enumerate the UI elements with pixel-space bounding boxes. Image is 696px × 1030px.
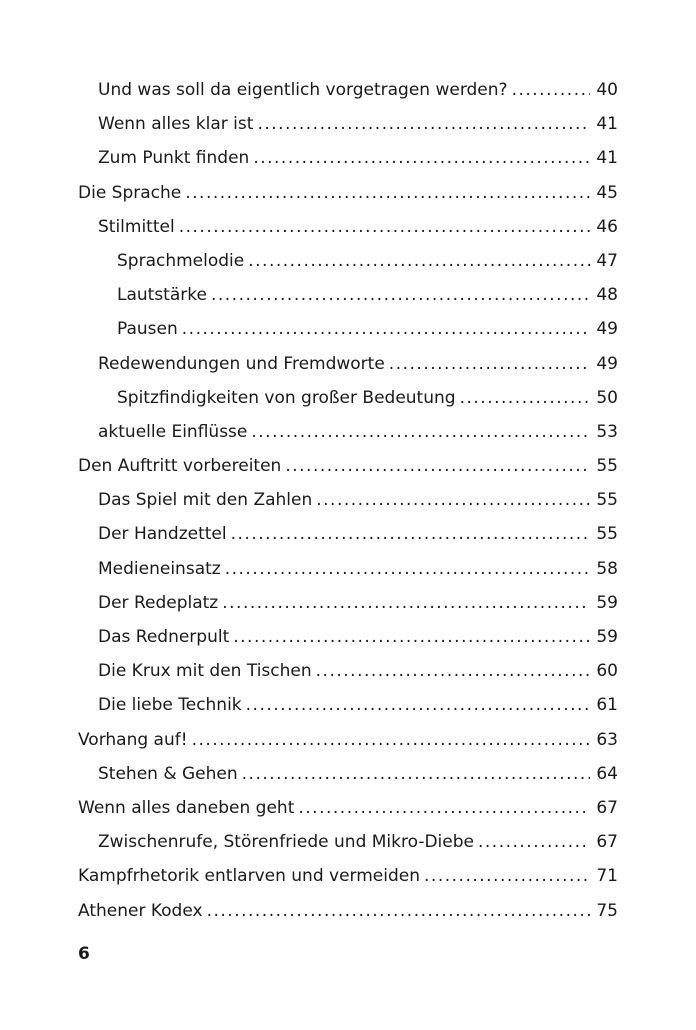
toc-entry-title: Das Spiel mit den Zahlen xyxy=(98,490,313,511)
toc-entry-page: 55 xyxy=(596,490,618,511)
dot-leader xyxy=(512,73,591,107)
toc-entry-page: 55 xyxy=(596,456,618,477)
toc-entry xyxy=(0,483,696,517)
toc-entry xyxy=(0,176,696,210)
toc-entry-title: Vorhang auf! xyxy=(78,729,188,750)
dot-leader xyxy=(316,654,591,688)
toc-entry xyxy=(0,347,696,381)
toc-entry xyxy=(0,517,696,551)
toc-entry-page: 58 xyxy=(596,558,618,579)
toc-entry-line xyxy=(98,620,618,654)
toc-entry-title: Die Krux mit den Tischen xyxy=(98,661,312,682)
toc-entry-page: 75 xyxy=(596,900,618,921)
toc-entry-page: 45 xyxy=(596,182,618,203)
toc-entry-line xyxy=(78,791,618,825)
toc-entry xyxy=(0,791,696,825)
dot-leader xyxy=(253,141,590,175)
toc-entry xyxy=(0,415,696,449)
dot-leader xyxy=(225,552,591,586)
dot-leader xyxy=(251,415,590,449)
toc-entry-page: 63 xyxy=(596,729,618,750)
dot-leader xyxy=(231,517,591,551)
dot-leader xyxy=(298,791,590,825)
dot-leader xyxy=(246,688,591,722)
toc-entry-page: 67 xyxy=(596,832,618,853)
toc-entry-page: 47 xyxy=(596,250,618,271)
toc-entry xyxy=(0,586,696,620)
toc-entry-line xyxy=(98,825,618,859)
toc-entry-title: Stehen & Gehen xyxy=(98,763,238,784)
toc-entry-line xyxy=(98,107,618,141)
toc-entry-line xyxy=(98,141,618,175)
toc-entry xyxy=(0,107,696,141)
toc-entry-page: 46 xyxy=(596,216,618,237)
toc-entry xyxy=(0,654,696,688)
dot-leader xyxy=(185,176,590,210)
toc-entry xyxy=(0,312,696,346)
toc-entry xyxy=(0,825,696,859)
toc-entry-page: 48 xyxy=(596,285,618,306)
toc-entry-page: 67 xyxy=(596,797,618,818)
toc-entry-page: 55 xyxy=(596,524,618,545)
dot-leader xyxy=(222,586,590,620)
toc-entry-title: aktuelle Einflüsse xyxy=(98,421,248,442)
toc-entry xyxy=(0,244,696,278)
toc-entry-line xyxy=(98,654,618,688)
toc-entry-page: 50 xyxy=(596,387,618,408)
toc-entry xyxy=(0,723,696,757)
toc-entry xyxy=(0,449,696,483)
toc-entry-title: Wenn alles klar ist xyxy=(98,114,254,135)
dot-leader xyxy=(248,244,590,278)
toc-entry-title: Das Rednerpult xyxy=(98,627,230,647)
toc-entry xyxy=(0,141,696,175)
toc-entry-title: Spitzfindigkeiten von großer Bedeutung xyxy=(117,387,456,408)
toc-entry-line xyxy=(78,176,618,210)
dot-leader xyxy=(316,483,590,517)
toc-entry-line xyxy=(78,859,618,893)
dot-leader xyxy=(285,449,590,483)
table-of-contents xyxy=(0,73,696,928)
toc-entry-page: 64 xyxy=(596,763,618,784)
toc-entry-line xyxy=(98,73,618,107)
toc-entry-page: 49 xyxy=(596,353,618,374)
toc-entry-line xyxy=(98,415,618,449)
toc-entry-line xyxy=(98,483,618,517)
toc-entry-line xyxy=(98,347,618,381)
toc-entry-title: Und was soll da eigentlich vorgetragen werden? xyxy=(98,80,508,100)
toc-entry-page: 71 xyxy=(596,866,618,887)
toc-entry-line xyxy=(98,210,618,244)
page-number: 6 xyxy=(78,944,90,964)
toc-entry-line xyxy=(117,381,618,415)
toc-entry-page: 40 xyxy=(596,80,618,100)
toc-entry xyxy=(0,894,696,928)
toc-entry-title: Medieneinsatz xyxy=(98,558,221,579)
toc-entry-title: Die liebe Technik xyxy=(98,695,242,716)
dot-leader xyxy=(207,894,591,928)
toc-entry-page: 41 xyxy=(596,148,618,169)
toc-entry xyxy=(0,552,696,586)
toc-entry-line xyxy=(117,312,618,346)
toc-entry-page: 41 xyxy=(596,114,618,135)
toc-entry-line xyxy=(78,723,618,757)
dot-leader xyxy=(192,723,591,757)
toc-entry xyxy=(0,278,696,312)
toc-entry-line xyxy=(98,688,618,722)
dot-leader xyxy=(182,312,591,346)
toc-entry-title: Kampfrhetorik entlarven und vermeiden xyxy=(78,866,421,887)
toc-entry-page: 49 xyxy=(596,319,618,340)
toc-entry-line xyxy=(98,757,618,791)
toc-entry-title: Die Sprache xyxy=(78,182,182,203)
toc-entry-line xyxy=(98,517,618,551)
dot-leader xyxy=(460,381,591,415)
dot-leader xyxy=(389,347,591,381)
toc-entry-page: 61 xyxy=(596,695,618,716)
dot-leader xyxy=(211,278,590,312)
toc-entry-title: Der Handzettel xyxy=(98,524,227,545)
toc-entry-title: Den Auftritt vorbereiten xyxy=(78,456,282,477)
toc-entry xyxy=(0,688,696,722)
toc-entry xyxy=(0,73,696,107)
toc-entry xyxy=(0,620,696,654)
toc-entry-title: Wenn alles daneben geht xyxy=(78,797,295,818)
toc-entry-title: Zum Punkt finden xyxy=(98,148,250,169)
dot-leader xyxy=(233,620,590,654)
toc-entry-line xyxy=(78,894,618,928)
toc-entry-title: Stilmittel xyxy=(98,216,175,237)
toc-entry-title: Der Redeplatz xyxy=(98,592,219,613)
toc-entry-line xyxy=(98,552,618,586)
toc-entry-title: Zwischenrufe, Störenfriede und Mikro-Diebe xyxy=(98,832,474,853)
dot-leader xyxy=(478,825,590,859)
toc-entry-page: 59 xyxy=(596,627,618,647)
toc-entry xyxy=(0,210,696,244)
toc-entry-title: Redewendungen und Fremdworte xyxy=(98,353,385,374)
toc-entry xyxy=(0,859,696,893)
toc-entry-page: 53 xyxy=(596,421,618,442)
toc-entry-page: 60 xyxy=(596,661,618,682)
dot-leader xyxy=(242,757,591,791)
toc-entry-title: Pausen xyxy=(117,319,178,340)
toc-entry-line xyxy=(117,244,618,278)
toc-entry-line xyxy=(98,586,618,620)
toc-entry-line xyxy=(117,278,618,312)
toc-entry-page: 59 xyxy=(596,592,618,613)
toc-entry xyxy=(0,757,696,791)
toc-entry-title: Sprachmelodie xyxy=(117,250,245,271)
toc-entry-line xyxy=(78,449,618,483)
toc-entry xyxy=(0,381,696,415)
toc-entry-title: Athener Kodex xyxy=(78,900,203,921)
dot-leader xyxy=(257,107,590,141)
dot-leader xyxy=(424,859,590,893)
toc-entry-title: Lautstärke xyxy=(117,285,207,306)
dot-leader xyxy=(179,210,591,244)
